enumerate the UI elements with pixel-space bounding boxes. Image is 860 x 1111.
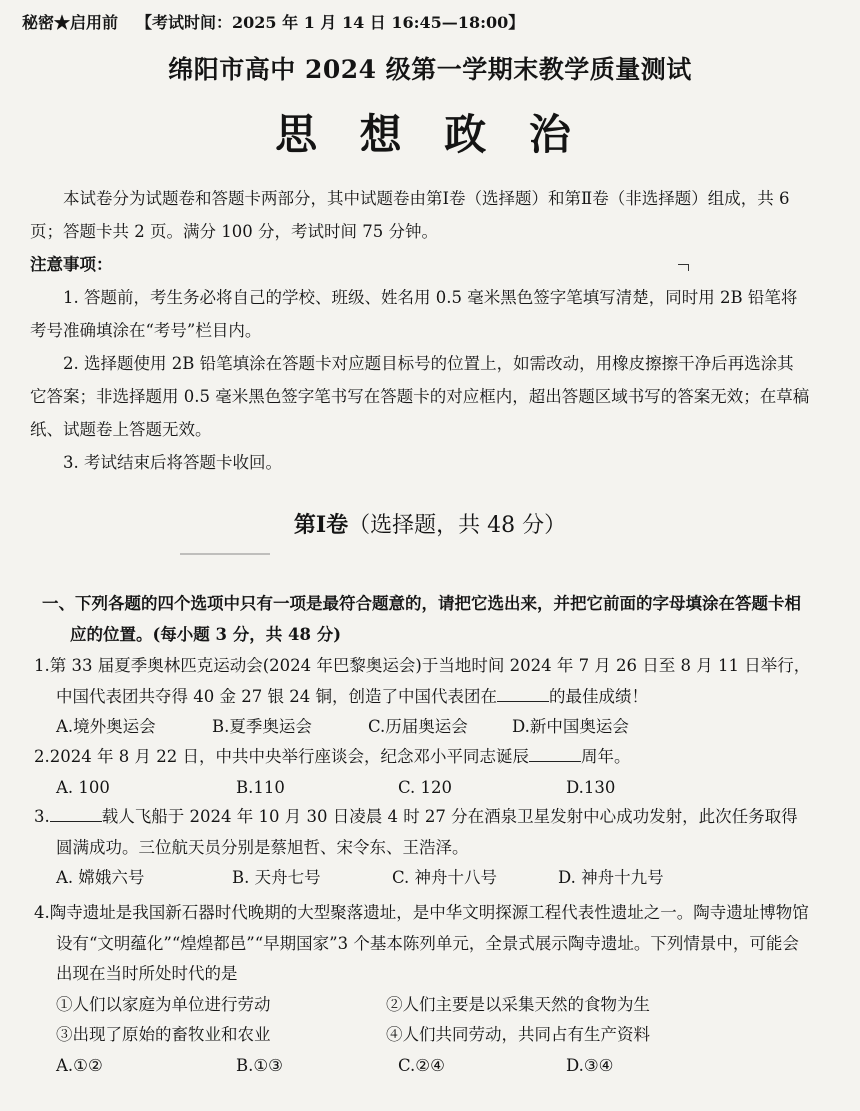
- answer-blank: [497, 684, 549, 702]
- confidential-label: 秘密★启用前: [22, 13, 119, 32]
- option-d: D.130: [566, 777, 616, 797]
- statement-3: ③出现了原始的畜牧业和农业: [56, 1025, 271, 1044]
- note-item: 3. 考试结束后将答题卡收回。: [63, 453, 282, 472]
- scan-smudge: [180, 553, 270, 555]
- notes-heading: 注意事项：: [30, 255, 113, 274]
- option-a: A. 100: [56, 777, 110, 797]
- option-a: A.①②: [56, 1055, 103, 1075]
- subject-title: 思 想 政 治: [275, 110, 585, 159]
- option-b: B.夏季奥运会: [212, 717, 312, 736]
- question-stem: 4.陶寺遗址是我国新石器时代晚期的大型聚落遗址，是中华文明探源工程代表性遗址之一。陶寺遗址博物馆设有“文明蕴化”“煌煌都邑”“早期国家”3 个基本陈列单元，全景式展示陶寺遗址。下列情景中，可能会出现在当时所处时代的是: [34, 903, 809, 983]
- option-a: A. 嫦娥六号: [56, 868, 145, 887]
- option-d: D. 神舟十九号: [558, 868, 664, 887]
- option-b: B. 天舟七号: [232, 868, 321, 887]
- options-row: [34, 1051, 812, 1082]
- options-row: [34, 773, 812, 804]
- section-title: 第Ⅰ卷: [293, 512, 349, 538]
- statements-grid: [34, 990, 812, 1051]
- options-row: [34, 863, 812, 894]
- options-row: [34, 712, 812, 743]
- statement-2: ②人们主要是以采集天然的食物为生: [386, 994, 650, 1014]
- option-c: C.②④: [398, 1055, 445, 1075]
- option-c: C. 神舟十八号: [392, 868, 498, 887]
- option-d: D.③④: [566, 1055, 614, 1075]
- intro-paragraph: 本试卷分为试题卷和答题卡两部分，其中试题卷由第Ⅰ卷（选择题）和第Ⅱ卷（非选择题）组成，共 6 页；答题卡共 2 页。满分 100 分，考试时间 75 分钟。: [30, 189, 790, 241]
- question-stem: 1.第 33 届夏季奥林匹克运动会(2024 年巴黎奥运会)于当地时间 2024 年 7 月 26 日至 8 月 11 日举行，中国代表团共夺得 40 金 27 银 24 铜，创造了中国代表团在 的最佳成绩！: [34, 656, 811, 706]
- option-a: A.境外奥运会: [56, 717, 156, 736]
- exam-title: 绵阳市高中 2024 级第一学期末教学质量测试: [168, 55, 692, 84]
- statement-4: ④人们共同劳动，共同占有生产资料: [386, 1025, 650, 1044]
- notes-list: [30, 281, 810, 479]
- section-subtitle: （选择题，共 48 分）: [348, 513, 567, 538]
- statement-1: ①人们以家庭为单位进行劳动: [56, 994, 271, 1014]
- question-2: [34, 742, 812, 803]
- stray-pen-mark: [678, 264, 689, 271]
- question-1: [34, 651, 812, 743]
- option-d: D.新中国奥运会: [512, 717, 629, 736]
- question-3: [34, 802, 812, 894]
- exam-time: 【考试时间：2025 年 1 月 14 日 16:45—18:00】: [136, 13, 525, 32]
- option-c: C.历届奥运会: [368, 717, 468, 736]
- question-stem: 3. 载人飞船于 2024 年 10 月 30 日凌晨 4 时 27 分在酒泉卫星发射中心成功发射，此次任务取得圆满成功。三位航天员分别是蔡旭哲、宋令东、王浩泽。: [34, 802, 812, 863]
- section-heading: [0, 508, 860, 539]
- option-b: B.110: [236, 777, 285, 797]
- option-c: C. 120: [398, 777, 453, 797]
- answer-blank: [529, 745, 581, 763]
- question-stem: 2.2024 年 8 月 22 日，中共中央举行座谈会，纪念邓小平同志诞辰 周年。: [34, 742, 812, 773]
- header-line: [22, 10, 524, 33]
- option-b: B.①③: [236, 1055, 283, 1075]
- note-item: 1. 答题前，考生务必将自己的学校、班级、姓名用 0.5 毫米黑色签字笔填写清楚，同时用 2B 铅笔将考号准确填涂在“考号”栏目内。: [30, 288, 798, 340]
- part-instructions: 一、下列各题的四个选项中只有一项是最符合题意的，请把它选出来，并把它前面的字母填涂在答题卡相应的位置。(每小题 3 分，共 48 分): [42, 594, 801, 644]
- note-item: 2. 选择题使用 2B 铅笔填涂在答题卡对应题目标号的位置上，如需改动，用橡皮擦擦干净后再选涂其它答案；非选择题用 0.5 毫米黑色签字笔书写在答题卡的对应框内，超出答题区域书写的答案无效；在草稿纸、试题卷上答题无效。: [30, 354, 810, 439]
- question-4: [34, 898, 812, 1081]
- answer-blank: [50, 805, 102, 823]
